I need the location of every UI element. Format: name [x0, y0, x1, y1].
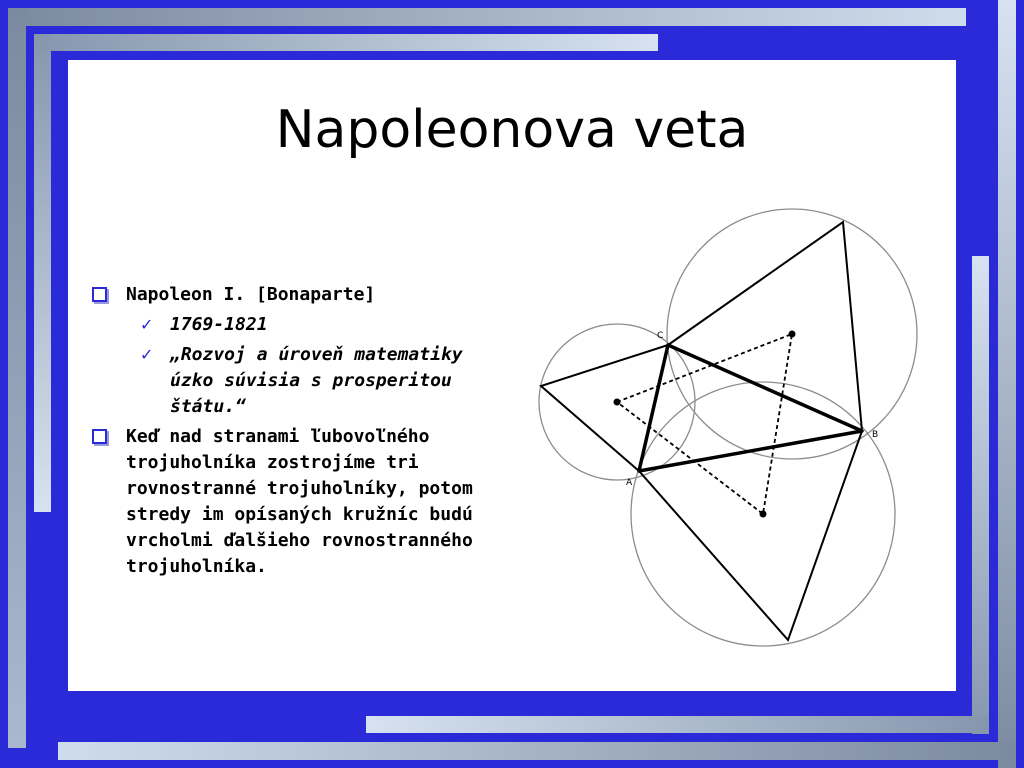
frame-bar-top-inner — [34, 34, 658, 51]
checkmark-icon: ✓ — [140, 345, 154, 364]
frame-bar-bottom-outer — [58, 742, 1016, 760]
slide-title: Napoleonova veta — [275, 100, 749, 160]
bullet-text: Napoleon I. [Bonaparte] — [126, 284, 376, 305]
bullet-theorem — [90, 424, 510, 580]
square-bullet-icon — [92, 287, 107, 302]
center-point-bottom — [760, 511, 767, 518]
bullet-text: Keď nad stranami ľubovoľného trojuholníka zostrojíme tri rovnostranné trojuholníky, potom stredy im opísaných kružníc budú vrcholmi ďalšieho rovnostranného trojuholníka. — [126, 426, 473, 577]
square-bullet-icon — [92, 429, 107, 444]
vertex-label-a: A — [626, 478, 633, 488]
center-point-top — [789, 331, 796, 338]
sub-bullet-text: „Rozvoj a úroveň matematiky úzko súvisia s prosperitou štátu.“ — [170, 344, 463, 417]
vertex-label-b: B — [872, 430, 879, 440]
sub-bullet-text: 1769-1821 — [170, 314, 268, 335]
napoleon-theorem-figure — [530, 205, 930, 650]
triangle-abc — [639, 345, 862, 471]
frame-bar-right-inner — [972, 256, 989, 734]
frame-bar-top-outer — [8, 8, 966, 26]
equilateral-triangle-left — [541, 345, 668, 471]
equilateral-triangle-bottom — [639, 431, 862, 640]
vertex-label-c: C — [657, 331, 664, 341]
checkmark-icon: ✓ — [140, 315, 154, 334]
bullet-napoleon — [90, 282, 510, 308]
frame-bar-bottom-inner — [366, 716, 989, 733]
center-point-left — [614, 399, 621, 406]
sub-bullet-quote — [90, 342, 510, 420]
bullet-list — [90, 282, 510, 584]
sub-bullet-years — [90, 312, 510, 338]
